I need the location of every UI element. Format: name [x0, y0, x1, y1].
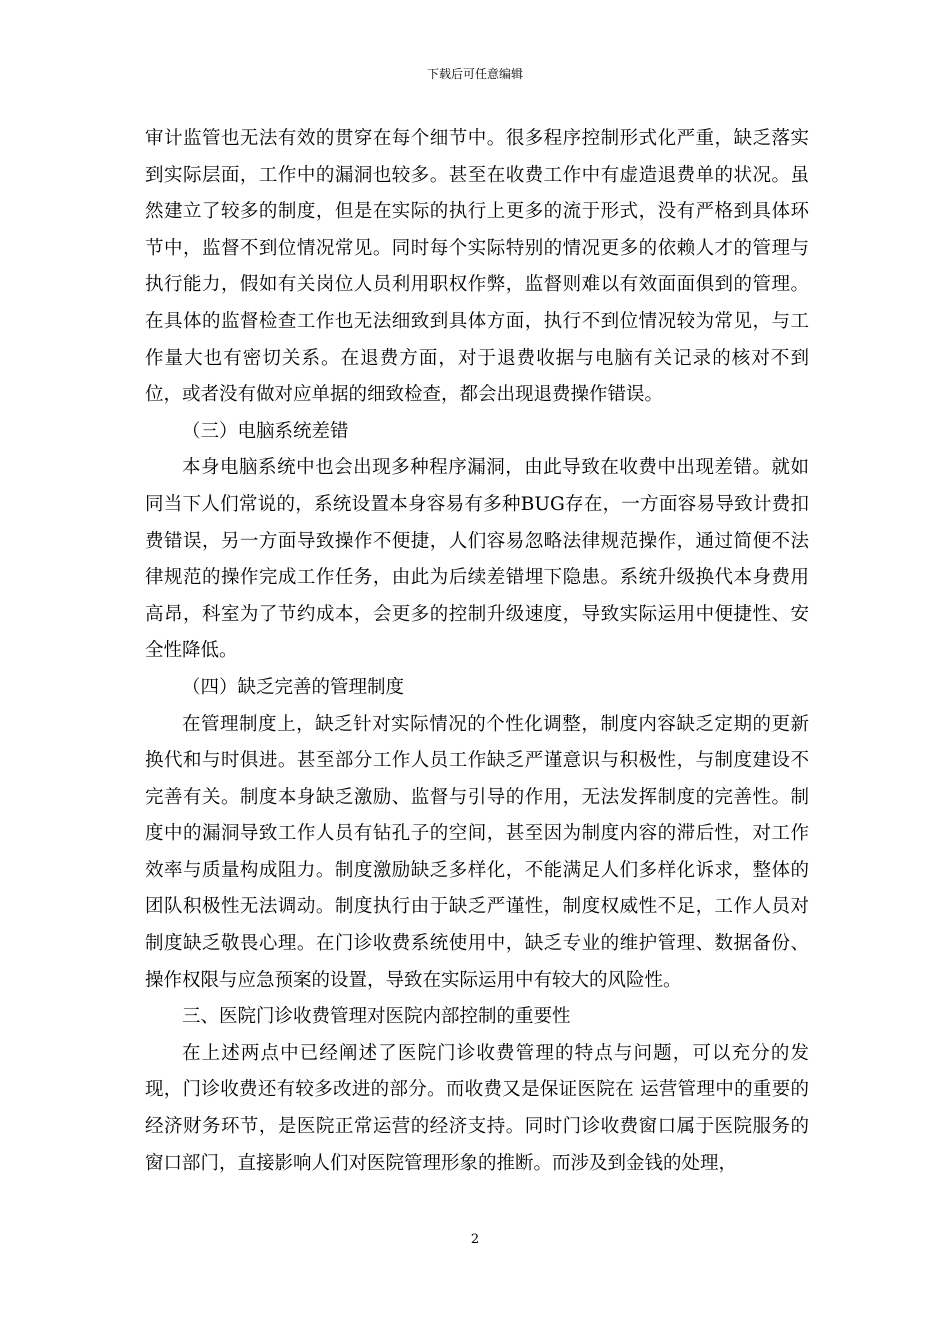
page-number: 2: [470, 1232, 480, 1247]
paragraph-continuation: 审计监管也无法有效的贯穿在每个细节中。很多程序控制形式化严重，缺乏落实到实际层面，工作中的漏洞也较多。甚至在收费工作中有虚造退费单的状况。虽然建立了较多的制度，但是在实际的执行上更多的流于形式，没有严格到具体环节中，监督不到位情况常见。同时每个实际特别的情况更多的依赖人才的管理与执行能力，假如有关岗位人员利用职权作弊，监督则难以有效面面俱到的管理。在具体的监督检查工作也无法细致到具体方面，执行不到位情况较为常见，与工作量大也有密切关系。在退费方面，对于退费收据与电脑有关记录的核对不到位，或者没有做对应单据的细致检查，都会出现退费操作错误。: [145, 128, 809, 406]
section-heading-computer-errors: （三）电脑系统差错: [182, 420, 349, 442]
section-heading-importance: 三、医院门诊收费管理对医院内部控制的重要性: [182, 1006, 571, 1028]
paragraph-importance: 在上述两点中已经阐述了医院门诊收费管理的特点与问题，可以充分的发现，门诊收费还有较多改进的部分。而收费又是保证医院在 运营管理中的重要的经济财务环节，是医院正常运营的经济支持。同时门诊收费窗口属于医院服务的窗口部门，直接影响人们对医院管理形象的推断。而涉及到金钱的处理，: [145, 1042, 809, 1174]
paragraph-management-system: 在管理制度上，缺乏针对实际情况的个性化调整，制度内容缺乏定期的更新换代和与时俱进。甚至部分工作人员工作缺乏严谨意识与积极性，与制度建设不完善有关。制度本身缺乏激励、监督与引导的作用，无法发挥制度的完善性。制度中的漏洞导致工作人员有钻孔子的空间，甚至因为制度内容的滞后性，对工作效率与质量构成阻力。制度激励缺乏多样化，不能满足人们多样化诉求，整体的团队积极性无法调动。制度执行由于缺乏严谨性，制度权威性不足，工作人员对制度缺乏敬畏心理。在门诊收费系统使用中，缺乏专业的维护管理、数据备份、操作权限与应急预案的设置，导致在实际运用中有较大的风险性。: [145, 713, 809, 991]
document-body: [145, 121, 809, 1182]
section-heading-management-system: （四）缺乏完善的管理制度: [182, 676, 405, 698]
page-header: 下载后可任意编辑: [426, 67, 523, 81]
paragraph-computer-errors: 本身电脑系统中也会出现多种程序漏洞，由此导致在收费中出现差错。就如同当下人们常说的，系统设置本身容易有多种BUG存在，一方面容易导致计费扣费错误，另一方面导致操作不便捷，人们容易忽略法律规范操作，通过简便不法律规范的操作完成工作任务，由此为后续差错埋下隐患。系统升级换代本身费用高昂，科室为了节约成本，会更多的控制升级速度，导致实际运用中便捷性、安全性降低。: [145, 457, 809, 662]
